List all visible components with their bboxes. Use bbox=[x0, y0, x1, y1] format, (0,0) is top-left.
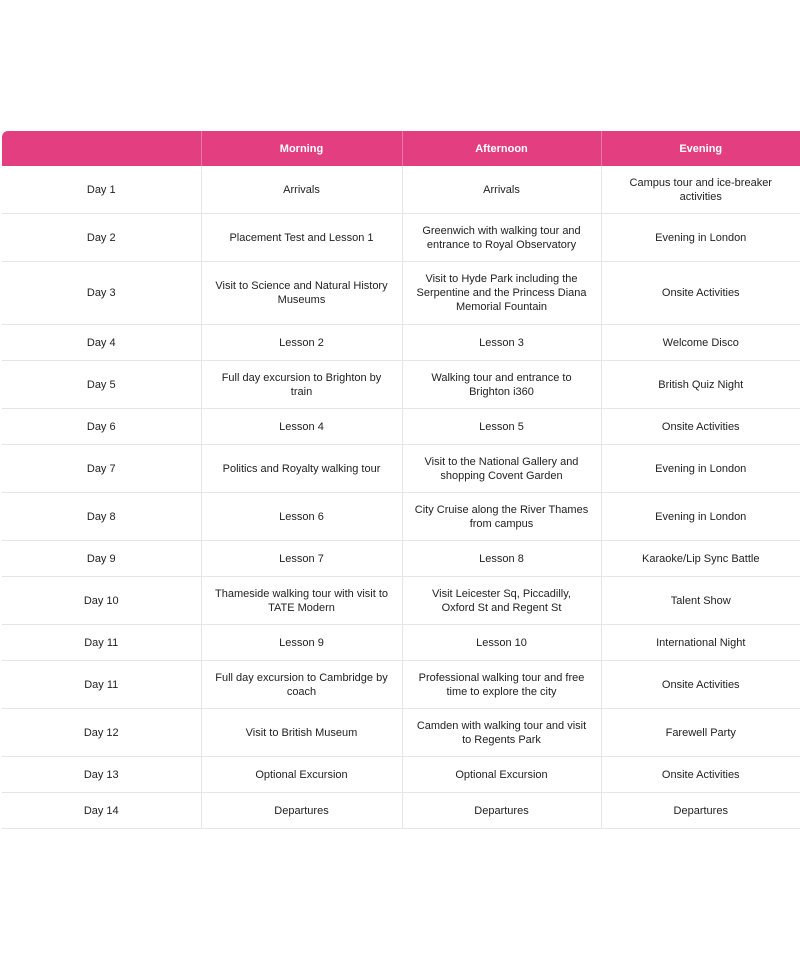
table-row bbox=[2, 493, 800, 541]
itinerary-table-container bbox=[2, 131, 800, 829]
morning-cell: Visit to British Museum bbox=[201, 709, 402, 757]
evening-cell: Onsite Activities bbox=[601, 409, 800, 445]
day-cell: Day 3 bbox=[2, 262, 201, 325]
table-row bbox=[2, 541, 800, 577]
morning-cell: Thameside walking tour with visit to TATE Modern bbox=[201, 577, 402, 625]
header-evening: Evening bbox=[601, 131, 800, 166]
itinerary-table bbox=[2, 131, 800, 829]
evening-cell: Onsite Activities bbox=[601, 757, 800, 793]
evening-cell: Evening in London bbox=[601, 493, 800, 541]
day-cell: Day 6 bbox=[2, 409, 201, 445]
afternoon-cell: Arrivals bbox=[402, 166, 601, 214]
day-cell: Day 2 bbox=[2, 214, 201, 262]
evening-cell: British Quiz Night bbox=[601, 361, 800, 409]
afternoon-cell: Visit to Hyde Park including the Serpentine and the Princess Diana Memorial Fountain bbox=[402, 262, 601, 325]
afternoon-cell: Optional Excursion bbox=[402, 757, 601, 793]
table-row bbox=[2, 757, 800, 793]
afternoon-cell: Lesson 8 bbox=[402, 541, 601, 577]
day-cell: Day 4 bbox=[2, 325, 201, 361]
afternoon-cell: Departures bbox=[402, 793, 601, 829]
morning-cell: Lesson 2 bbox=[201, 325, 402, 361]
evening-cell: Welcome Disco bbox=[601, 325, 800, 361]
day-cell: Day 12 bbox=[2, 709, 201, 757]
morning-cell: Departures bbox=[201, 793, 402, 829]
evening-cell: Evening in London bbox=[601, 445, 800, 493]
day-cell: Day 14 bbox=[2, 793, 201, 829]
morning-cell: Visit to Science and Natural History Museums bbox=[201, 262, 402, 325]
afternoon-cell: Lesson 5 bbox=[402, 409, 601, 445]
evening-cell: Campus tour and ice-breaker activities bbox=[601, 166, 800, 214]
morning-cell: Full day excursion to Brighton by train bbox=[201, 361, 402, 409]
table-row bbox=[2, 361, 800, 409]
evening-cell: Talent Show bbox=[601, 577, 800, 625]
table-row bbox=[2, 409, 800, 445]
day-cell: Day 7 bbox=[2, 445, 201, 493]
header-morning: Morning bbox=[201, 131, 402, 166]
afternoon-cell: Camden with walking tour and visit to Regents Park bbox=[402, 709, 601, 757]
evening-cell: Departures bbox=[601, 793, 800, 829]
afternoon-cell: Visit Leicester Sq, Piccadilly, Oxford St and Regent St bbox=[402, 577, 601, 625]
evening-cell: Onsite Activities bbox=[601, 262, 800, 325]
table-row bbox=[2, 262, 800, 325]
morning-cell: Lesson 4 bbox=[201, 409, 402, 445]
table-row bbox=[2, 661, 800, 709]
morning-cell: Placement Test and Lesson 1 bbox=[201, 214, 402, 262]
day-cell: Day 8 bbox=[2, 493, 201, 541]
table-row bbox=[2, 214, 800, 262]
header-afternoon: Afternoon bbox=[402, 131, 601, 166]
day-cell: Day 9 bbox=[2, 541, 201, 577]
table-header-row bbox=[2, 131, 800, 166]
morning-cell: Optional Excursion bbox=[201, 757, 402, 793]
evening-cell: Farewell Party bbox=[601, 709, 800, 757]
morning-cell: Lesson 9 bbox=[201, 625, 402, 661]
morning-cell: Politics and Royalty walking tour bbox=[201, 445, 402, 493]
table-row bbox=[2, 166, 800, 214]
day-cell: Day 11 bbox=[2, 661, 201, 709]
afternoon-cell: Visit to the National Gallery and shopping Covent Garden bbox=[402, 445, 601, 493]
day-cell: Day 11 bbox=[2, 625, 201, 661]
table-row bbox=[2, 577, 800, 625]
table-body bbox=[2, 166, 800, 829]
day-cell: Day 5 bbox=[2, 361, 201, 409]
evening-cell: Onsite Activities bbox=[601, 661, 800, 709]
day-cell: Day 13 bbox=[2, 757, 201, 793]
afternoon-cell: City Cruise along the River Thames from campus bbox=[402, 493, 601, 541]
evening-cell: Karaoke/Lip Sync Battle bbox=[601, 541, 800, 577]
table-row bbox=[2, 709, 800, 757]
afternoon-cell: Greenwich with walking tour and entrance to Royal Observatory bbox=[402, 214, 601, 262]
evening-cell: International Night bbox=[601, 625, 800, 661]
morning-cell: Lesson 6 bbox=[201, 493, 402, 541]
afternoon-cell: Walking tour and entrance to Brighton i360 bbox=[402, 361, 601, 409]
header-day bbox=[2, 131, 201, 166]
afternoon-cell: Lesson 10 bbox=[402, 625, 601, 661]
morning-cell: Arrivals bbox=[201, 166, 402, 214]
morning-cell: Lesson 7 bbox=[201, 541, 402, 577]
table-row bbox=[2, 445, 800, 493]
day-cell: Day 10 bbox=[2, 577, 201, 625]
table-row bbox=[2, 625, 800, 661]
afternoon-cell: Lesson 3 bbox=[402, 325, 601, 361]
table-row bbox=[2, 793, 800, 829]
afternoon-cell: Professional walking tour and free time to explore the city bbox=[402, 661, 601, 709]
morning-cell: Full day excursion to Cambridge by coach bbox=[201, 661, 402, 709]
table-row bbox=[2, 325, 800, 361]
day-cell: Day 1 bbox=[2, 166, 201, 214]
evening-cell: Evening in London bbox=[601, 214, 800, 262]
